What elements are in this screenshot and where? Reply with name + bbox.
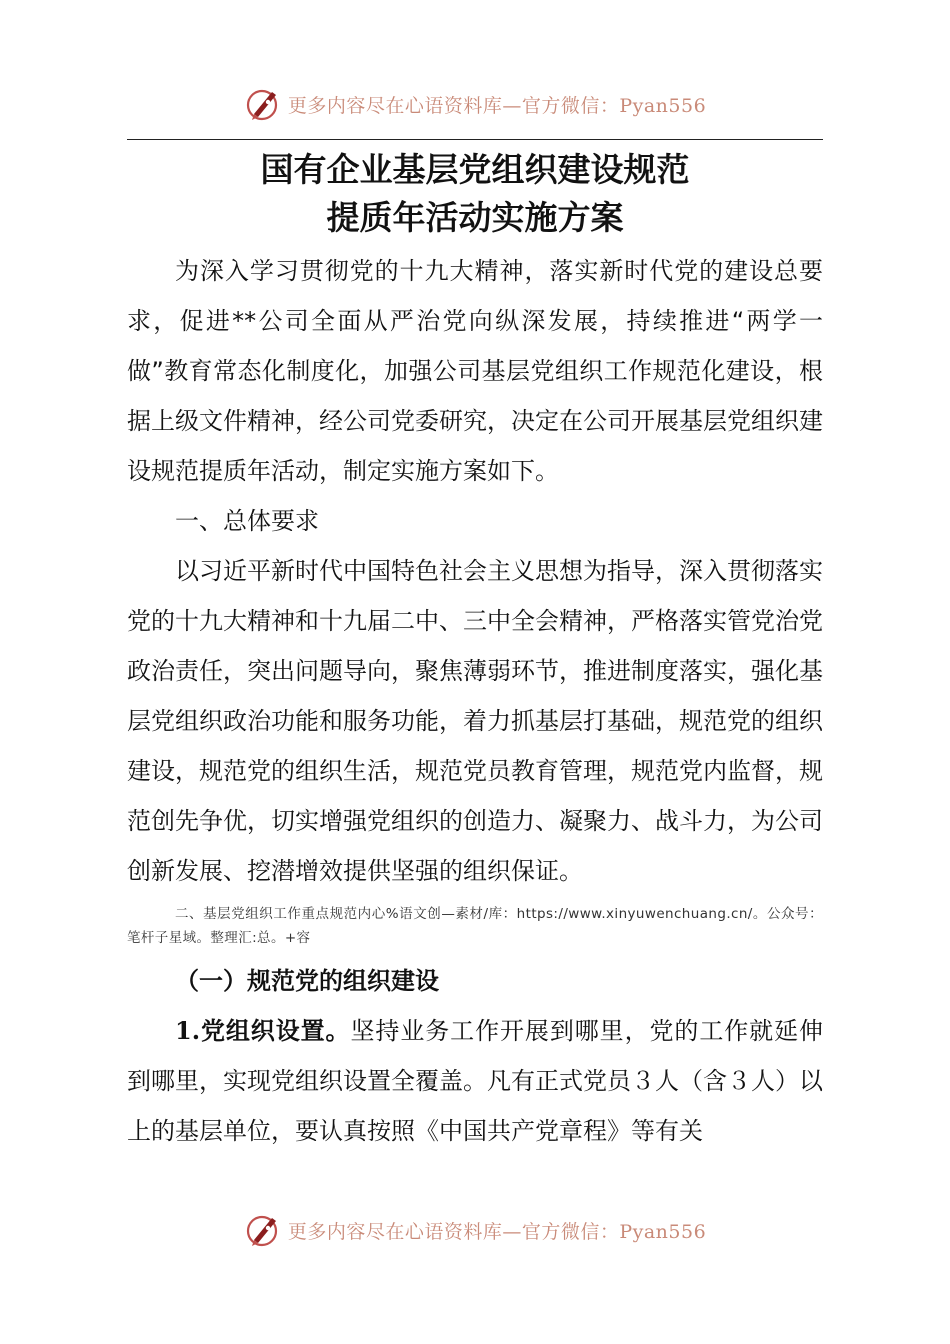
header-banner-text: 更多内容尽在心语资料库—官方微信：Pyan556	[287, 94, 707, 117]
header-banner	[0, 82, 950, 126]
header-rule	[127, 139, 823, 140]
section1-heading: 一、总体要求	[175, 507, 319, 535]
pen-logo-icon	[244, 84, 284, 124]
subsection1-heading: （一）规范党的组织建设	[175, 966, 439, 995]
footer-banner	[0, 1208, 950, 1252]
section1-paragraph: 以习近平新时代中国特色社会主义思想为指导，深入贯彻落实党的十九大精神和十九届二中、三中全会精神，严格落实管党治党政治责任，突出问题导向，聚焦薄弱环节，推进制度落实，强化基层党组织政治功能和服务功能，着力抓基层打基础，规范党的组织建设，规范党的组织生活，规范党员教育管理，规范党内监督，规范创先争优，切实增强党组织的创造力、凝聚力、战斗力，为公司创新发展、挖潜增效提供坚强的组织保证。	[127, 557, 823, 885]
document-title-line2: 提质年活动实施方案	[326, 198, 624, 237]
section2-note: 二、基层党组织工作重点规范内心%语文创—素材/库：https://www.xinyuwenchuang.cn/。公众号：笔杆子星域。整理汇:总。+容	[127, 906, 823, 946]
document-title-line1: 国有企业基层党组织建设规范	[260, 150, 690, 189]
item1-paragraph	[127, 1006, 823, 1156]
intro-paragraph: 为深入学习贯彻党的十九大精神，落实新时代党的建设总要求，促进**公司全面从严治党向纵深发展，持续推进“两学一做”教育常态化制度化，加强公司基层党组织工作规范化建设，根据上级文件精神，经公司党委研究，决定在公司开展基层党组织建设规范提质年活动，制定实施方案如下。	[127, 257, 823, 485]
item1-text: 坚持业务工作开展到哪里，党的工作就延伸到哪里，实现党组织设置全覆盖。凡有正式党员３人（含３人）以上的基层单位，要认真按照《中国共产党章程》等有关	[127, 1017, 823, 1145]
footer-banner-text: 更多内容尽在心语资料库—官方微信：Pyan556	[287, 1220, 707, 1243]
document-body	[127, 246, 823, 1156]
pen-logo-icon	[244, 1210, 284, 1250]
item1-lead: 1.党组织设置。	[175, 1016, 351, 1045]
